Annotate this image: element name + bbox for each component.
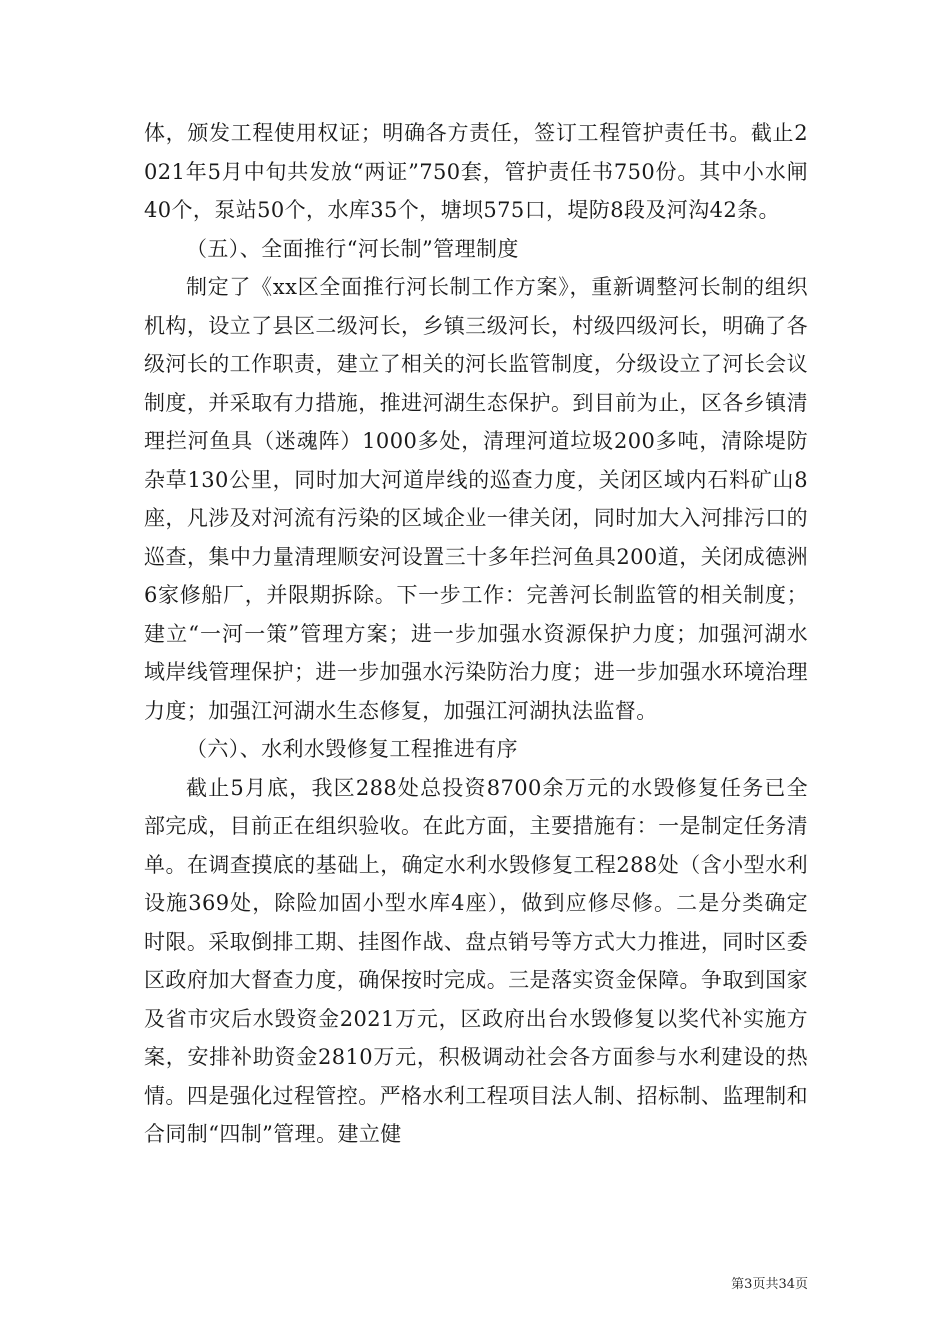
paragraph-river-chief: 制定了《xx区全面推行河长制工作方案》，重新调整河长制的组织机构，设立了县区二级河长，乡镇三级河长，村级四级河长，明确了各级河长的工作职责，建立了相关的河长监管制度，分级设立了河长会议制度，并采取有力措施，推进河湖生态保护。到目前为止，区各乡镇清理拦河鱼具（迷魂阵）1000多处，清理河道垃圾200多吨，清除堤防杂草130公里，同时加大河道岸线的巡查力度，关闭区域内石料矿山8座，凡涉及对河流有污染的区域企业一律关闭，同时加大入河排污口的巡查，集中力量清理顺安河设置三十多年拦河鱼具200道，关闭成德洲6家修船厂，并限期拆除。下一步工作：完善河长制监管的相关制度；建立“一河一策”管理方案；进一步加强水资源保护力度；加强河湖水域岸线管理保护；进一步加强水污染防治力度；进一步加强水环境治理力度；加强江河湖水生态修复，加强江河湖执法监督。 [144, 275, 808, 723]
section-heading-six: （六）、水利水毁修复工程推进有序 [186, 737, 518, 761]
document-body [144, 114, 808, 1154]
paragraph-continued: 体，颁发工程使用权证；明确各方责任，签订工程管护责任书。截止2021年5月中旬共发放“两证”750套，管护责任书750份。其中小水闸40个，泵站50个，水库35个，塘坝575口，堤防8段及河沟42条。 [144, 121, 808, 222]
paragraph-flood-repair: 截止5月底，我区288处总投资8700余万元的水毁修复任务已全部完成，目前正在组织验收。在此方面，主要措施有：一是制定任务清单。在调查摸底的基础上，确定水利水毁修复工程288处（含小型水利设施369处，除险加固小型水库4座），做到应修尽修。二是分类确定时限。采取倒排工期、挂图作战、盘点销号等方式大力推进，同时区委区政府加大督查力度，确保按时完成。三是落实资金保障。争取到国家及省市灾后水毁资金2021万元，区政府出台水毁修复以奖代补实施方案，安排补助资金2810万元，积极调动社会各方面参与水利建设的热情。四是强化过程管控。严格水利工程项目法人制、招标制、监理制和合同制“四制”管理。建立健 [144, 775, 808, 1146]
section-heading-five: （五）、全面推行“河长制”管理制度 [186, 236, 519, 261]
page-number-footer: 第3页共34页 [731, 1277, 808, 1292]
